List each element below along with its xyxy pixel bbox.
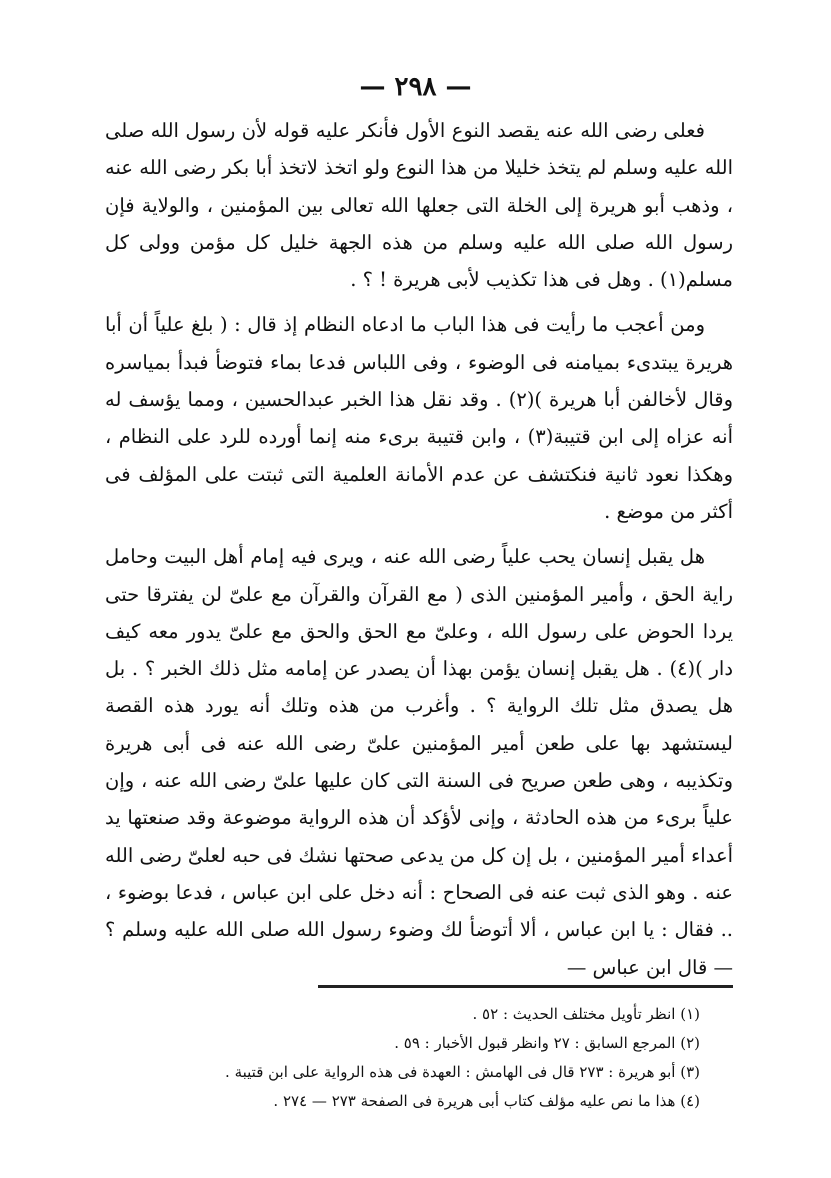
footnote-item: (٤) هذا ما نص عليه مؤلف كتاب أبى هريرة فى الصفحة ٢٧٣ — ٢٧٤ .	[273, 1092, 700, 1110]
paragraph: ومن أعجب ما رأيت فى هذا الباب ما ادعاه النظام إذ قال : ( بلغ علياً أن أبا هريرة يبتدىء بميامنه فى الوضوء ، وفى اللباس فدعا بماء فتوضأ فبدأ بمياسره وقال لأخالفن أبا هريرة )(٢) . وقد نقل هذا الخبر عبدالحسين ، ومما يؤسف له أنه عزاه إلى ابن قتيبة(٣) ، وابن قتيبة برىء منه إنما أورده للرد على النظام ، وهكذا نعود ثانية فنكتشف عن عدم الأمانة العلمية التى ثبتت على المؤلف فى أكثر من موضع .	[105, 313, 734, 523]
footnotes	[160, 1000, 700, 1116]
footnote-item: (٢) المرجع السابق : ٢٧ وانظر قبول الأخبار : ٥٩ .	[394, 1034, 700, 1052]
paragraph: فعلى رضى الله عنه يقصد النوع الأول فأنكر عليه قوله لأن رسول الله صلى الله عليه وسلم لم يتخذ خليلا من هذا النوع ولو اتخذ لاتخذ أبا بكر رضى الله عنه ، وذهب أبو هريرة إلى الخلة التى جعلها الله تعالى بين المؤمنين ، والولاية فإن رسول الله صلى الله عليه وسلم من هذه الجهة خليل كل مؤمن وولى كل مسلم(١) . وهل فى هذا تكذيب لأبى هريرة ! ؟ .	[105, 119, 733, 292]
footnote-divider	[318, 985, 733, 988]
footnote-item: (١) انظر تأويل مختلف الحديث : ٥٢ .	[472, 1005, 700, 1023]
footnote-item: (٣) أبو هريرة : ٢٧٣ قال فى الهامش : العهدة فى هذه الرواية على ابن قتيبة .	[225, 1063, 700, 1081]
body-text	[105, 112, 733, 994]
page-number: — ٢٩٨ —	[359, 72, 472, 102]
paragraph: هل يقبل إنسان يحب علياً رضى الله عنه ، ويرى فيه إمام أهل البيت وحامل راية الحق ، وأمير المؤمنين الذى ( مع القرآن والقرآن مع علىّ لن يفترقا حتى يردا الحوض على رسول الله ، وعلىّ مع الحق والحق مع علىّ يدور معه كيف دار )(٤) . هل يقبل إنسان يؤمن بهذا أن يصدر عن إمامه مثل ذلك الخبر ؟ . بل هل يصدق مثل تلك الرواية ؟ . وأغرب من هذه وتلك أنه يورد هذه القصة ليستشهد بها على طعن أمير المؤمنين علىّ رضى الله عنه فى أبى هريرة وتكذيبه ، وهى طعن صريح فى السنة التى كان عليها علىّ رضى الله عنه ، وإن علياً برىء من هذه الحادثة ، وإنى لأؤكد أن هذه الرواية موضوعة وقد صنعتها يد أعداء أمير المؤمنين ، بل إن كل من يدعى صحتها نشك فى حبه لعلىّ رضى الله عنه . وهو الذى ثبت عنه فى الصحاح : أنه دخل على ابن عباس ، فدعا بوضوء ، .. فقال : يا ابن عباس ، ألا أتوضأ لك وضوء رسول الله صلى الله عليه وسلم ؟ — قال ابن عباس —	[105, 545, 733, 979]
